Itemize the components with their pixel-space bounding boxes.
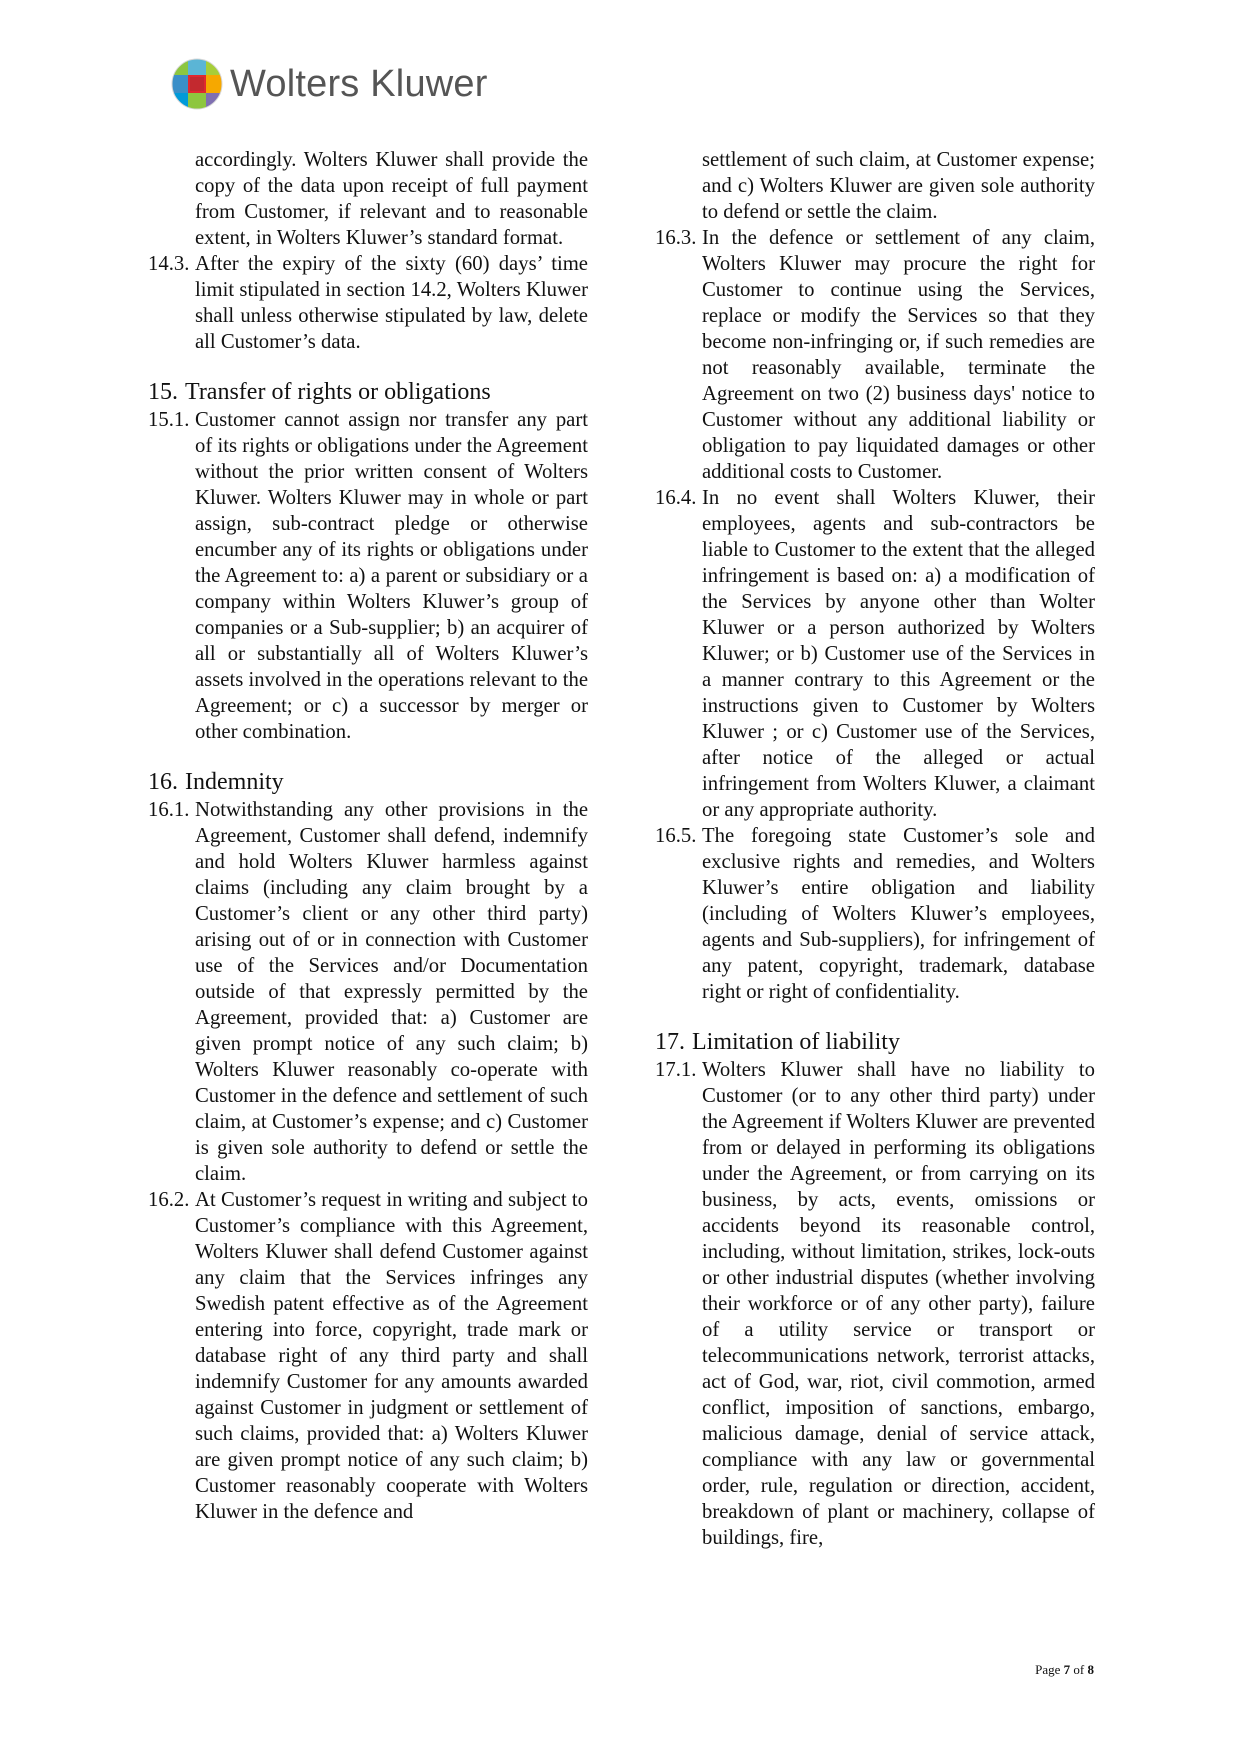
of-label: of <box>1073 1662 1085 1677</box>
clause-text: Wolters Kluwer shall have no liability to Customer (or to any other third party) under the Agreement if Wolters Kluwer are prevented from or delayed in performing its obligations under the Agreement, or from carrying on its business, by acts, events, omissions or accidents beyond its reasonable control, including, without limitation, strikes, lock-outs or other industrial disputes (whether involving their workforce or of any other party), failure of a utility service or transport or telecommunications network, terrorist attacks, act of God, war, riot, civil commotion, armed conflict, imposition of sanctions, embargo, malicious damage, denial of service attack, compliance with any law or governmental order, rule, regulation or direction, accident, breakdown of plant or machinery, collapse of buildings, fire, <box>702 1059 1095 1549</box>
clause-number: 16.4. <box>655 487 697 509</box>
clause-text: In no event shall Wolters Kluwer, their employees, agents and sub-contractors be liable to Customer to the extent that the alleged infringement is based on: a) a modification of the Services by anyone other than Wolter Kluwer or a person authorized by Wolters Kluwer; or b) Customer use of the Services in a manner contrary to this Agreement or the instructions given to Customer by Wolters Kluwer ; or c) Customer use of the Services, after notice of the alleged or actual infringement from Wolters Kluwer, a claimant or any appropriate authority. <box>702 487 1095 821</box>
brand-logo <box>170 56 488 112</box>
right-column <box>655 147 1095 1551</box>
clause-number: 14.3. <box>148 253 190 275</box>
clause-16-2-continued: settlement of such claim, at Customer expense; and c) Wolters Kluwer are given sole authority to defend or settle the claim. <box>702 149 1095 223</box>
left-column <box>148 147 588 1525</box>
clause-14-2-continued: accordingly. Wolters Kluwer shall provide the copy of the data upon receipt of full payment from Customer, if relevant and to reasonable extent, in Wolters Kluwer’s standard format. <box>195 149 588 249</box>
section-title: Indemnity <box>185 769 284 795</box>
page-number <box>1035 1662 1094 1678</box>
section-heading-16 <box>148 767 588 797</box>
section-heading-15 <box>148 377 588 407</box>
clause-number: 16.2. <box>148 1189 190 1211</box>
section-number: 15. <box>148 379 178 405</box>
clause-16-2 <box>148 1187 588 1525</box>
clause-text: After the expiry of the sixty (60) days’ time limit stipulated in section 14.2, Wolters Kluwer shall unless otherwise stipulated by law, delete all Customer’s data. <box>195 253 588 353</box>
page-current: 7 <box>1063 1662 1071 1677</box>
clause-number: 15.1. <box>148 409 190 431</box>
section-title: Limitation of liability <box>692 1029 900 1055</box>
section-title: Transfer of rights or obligations <box>185 379 491 405</box>
clause-text: In the defence or settlement of any claim, Wolters Kluwer may procure the right for Customer to continue using the Services, replace or modify the Services so that they become non-infringing or, if such remedies are not reasonably available, terminate the Agreement on two (2) business days' notice to Customer without any additional liability or obligation to pay liquidated damages or other additional costs to Customer. <box>702 227 1095 483</box>
clause-16-1 <box>148 797 588 1187</box>
section-heading-17 <box>655 1027 1095 1057</box>
brand-name: Wolters Kluwer <box>230 62 488 105</box>
clause-number: 16.1. <box>148 799 190 821</box>
section-number: 16. <box>148 769 178 795</box>
clause-number: 16.5. <box>655 825 697 847</box>
clause-14-3 <box>148 251 588 355</box>
wolters-kluwer-globe-icon <box>170 57 224 111</box>
section-number: 17. <box>655 1029 685 1055</box>
clause-text: The foregoing state Customer’s sole and exclusive rights and remedies, and Wolters Kluwer’s entire obligation and liability (including of Wolters Kluwer’s employees, agents and Sub-suppliers), for infringement of any patent, copyright, trademark, database right or right of confidentiality. <box>702 825 1095 1003</box>
clause-number: 17.1. <box>655 1059 697 1081</box>
clause-text: Notwithstanding any other provisions in the Agreement, Customer shall defend, indemnify and hold Wolters Kluwer harmless against claims (including any claim brought by a Customer’s client or any other third party) arising out of or in connection with Customer use of the Services and/or Documentation outside of that expressly permitted by the Agreement, provided that: a) Customer are given prompt notice of any such claim; b) Wolters Kluwer reasonably co-operate with Customer in the defence and settlement of such claim, at Customer’s expense; and c) Customer is given sole authority to defend or settle the claim. <box>195 799 588 1185</box>
clause-16-5 <box>655 823 1095 1005</box>
clause-text: Customer cannot assign nor transfer any part of its rights or obligations under the Agreement without the prior written consent of Wolters Kluwer. Wolters Kluwer may in whole or part assign, sub-contract pledge or otherwise encumber any of its rights or obligations under the Agreement to: a) a parent or subsidiary or a company within Wolters Kluwer’s group of companies or a Sub-supplier; b) an acquirer of all or substantially all of Wolters Kluwer’s assets involved in the operations relevant to the Agreement; or c) a successor by merger or other combination. <box>195 409 588 743</box>
clause-17-1 <box>655 1057 1095 1551</box>
clause-15-1 <box>148 407 588 745</box>
clause-number: 16.3. <box>655 227 697 249</box>
page-label: Page <box>1035 1662 1061 1677</box>
page-total: 8 <box>1087 1662 1094 1677</box>
clause-16-3 <box>655 225 1095 485</box>
clause-16-4 <box>655 485 1095 823</box>
clause-text: At Customer’s request in writing and subject to Customer’s compliance with this Agreement, Wolters Kluwer shall defend Customer against any claim that the Services infringes any Swedish patent effective as of the Agreement entering into force, copyright, trade mark or database right of any third party and shall indemnify Customer for any amounts awarded against Customer in judgment or settlement of such claims, provided that: a) Wolters Kluwer are given prompt notice of any such claim; b) Customer reasonably cooperate with Wolters Kluwer in the defence and <box>195 1189 588 1523</box>
